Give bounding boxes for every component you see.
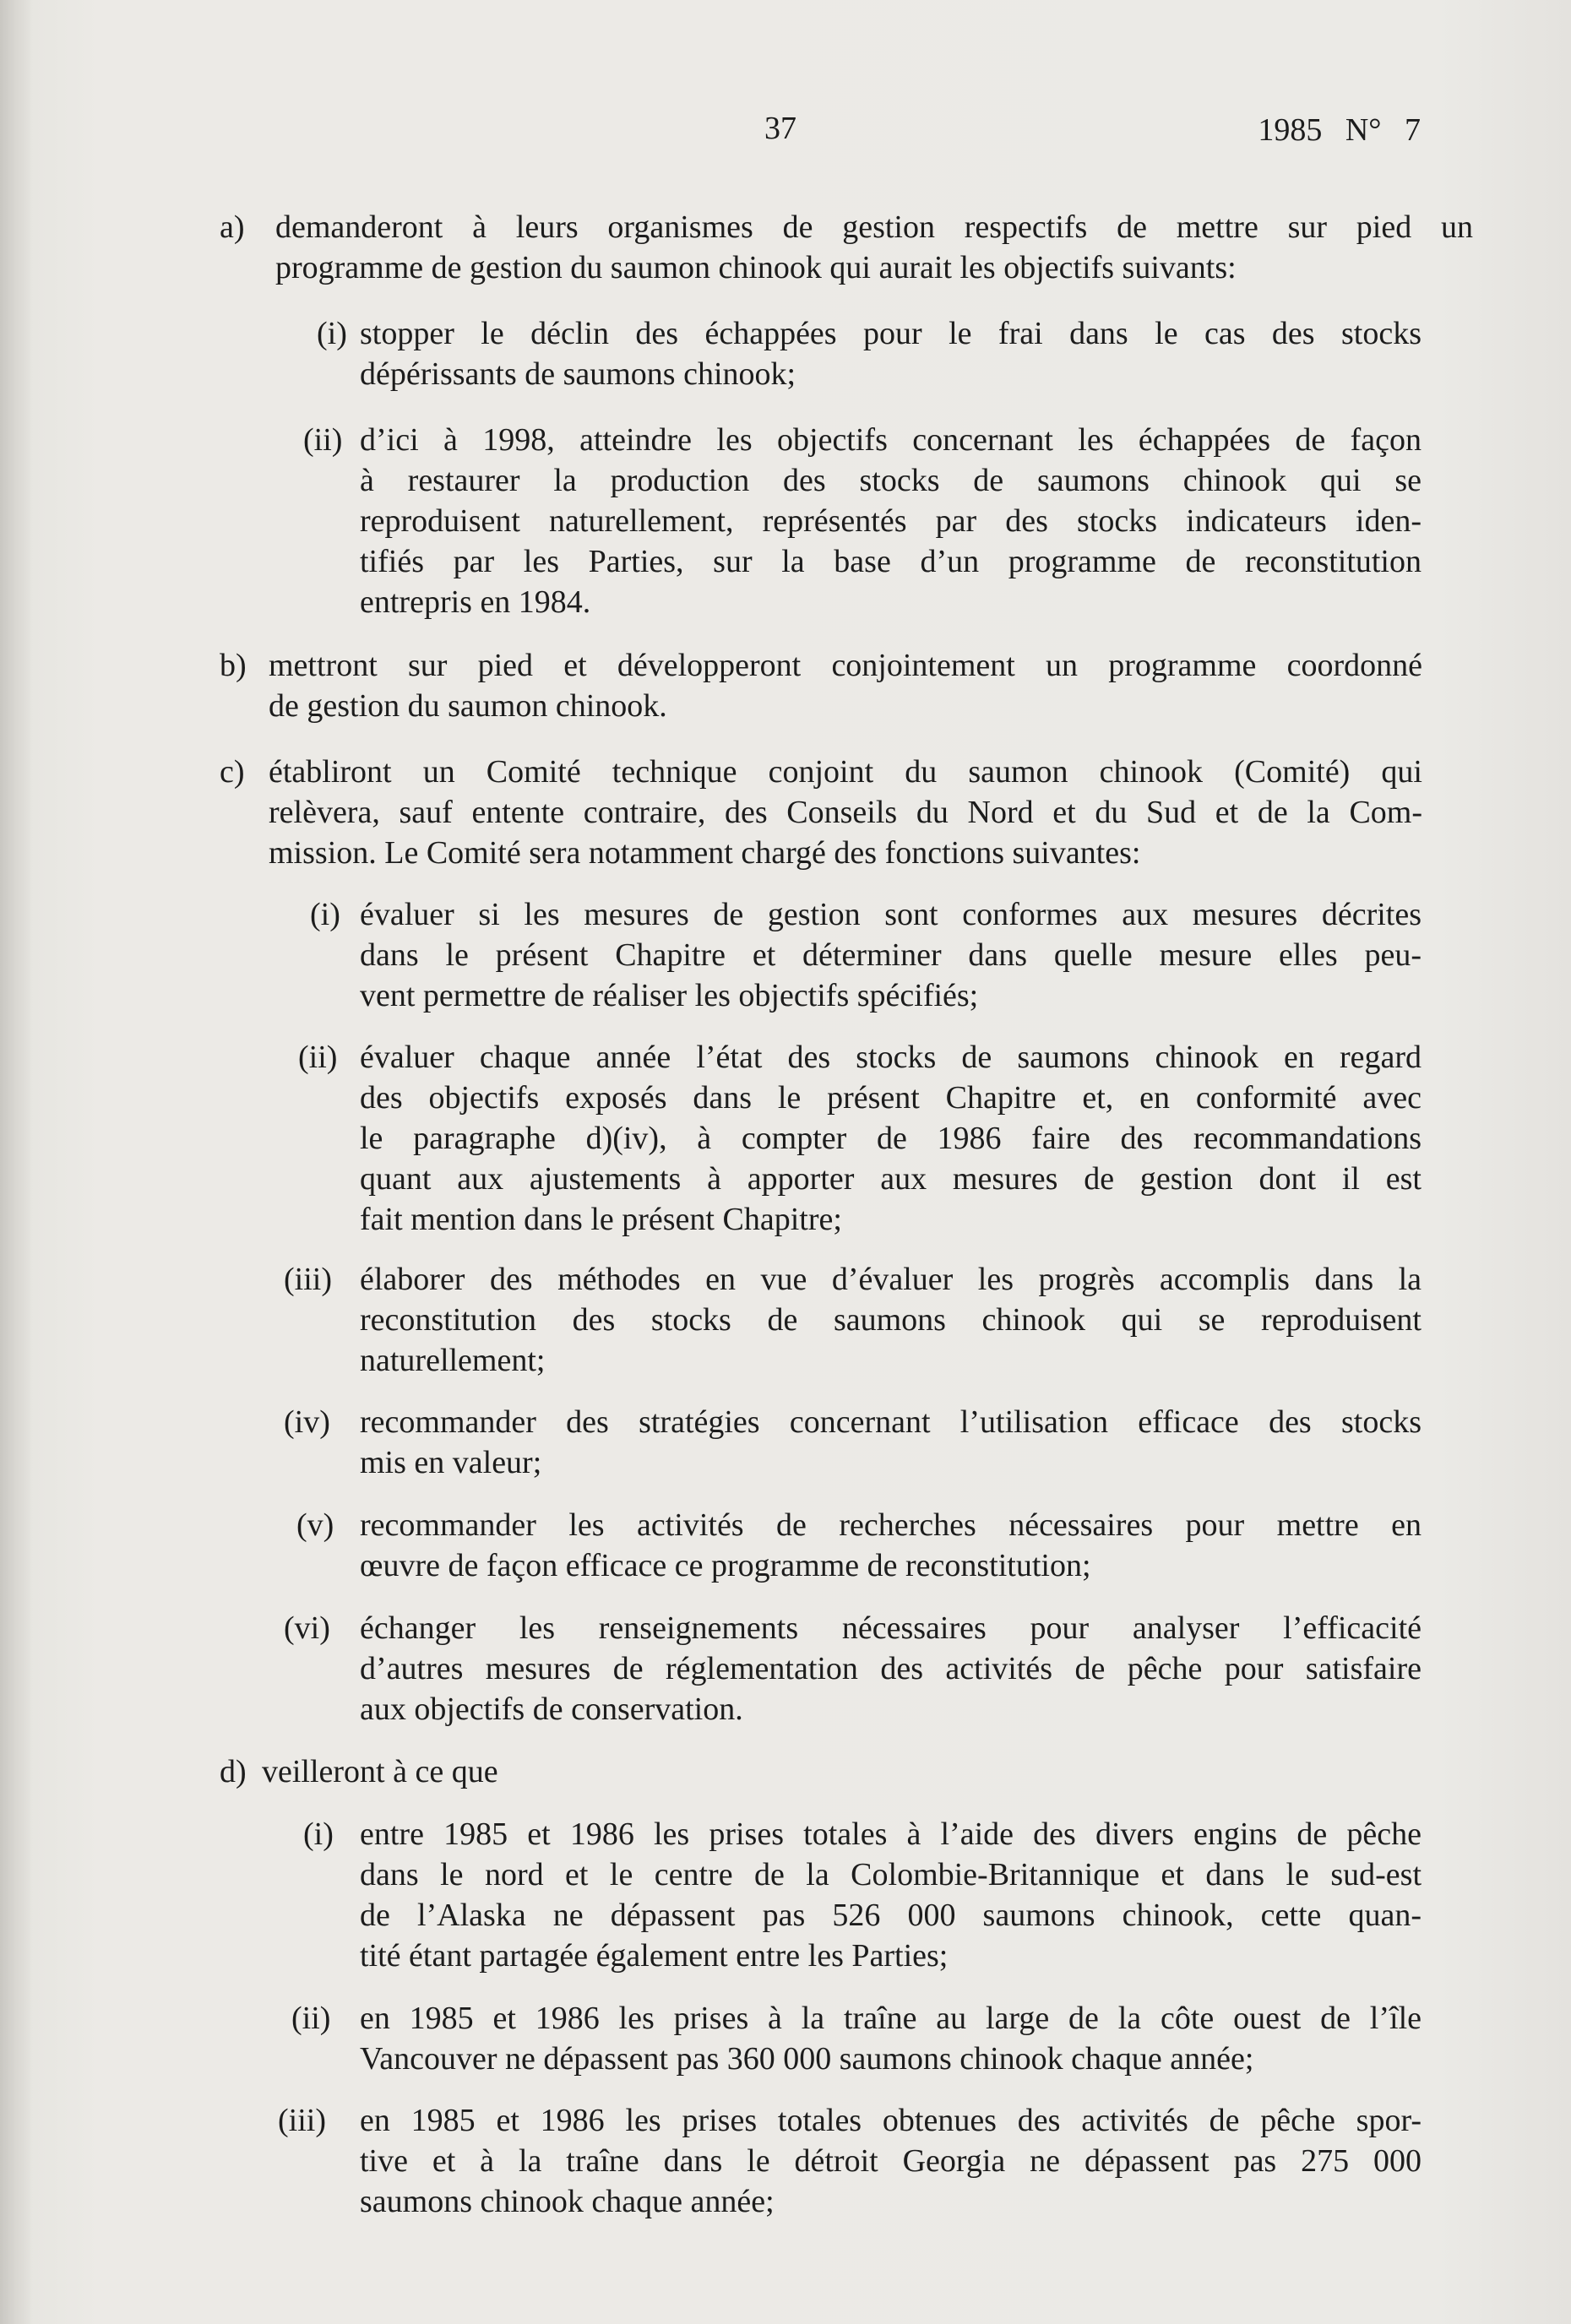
item-c-v-line: œuvre de façon efficace ce programme de reconstitution;	[360, 1548, 1091, 1583]
item-c-ii-line: quant aux ajustements à apporter aux mesures de gestion dont il est	[360, 1161, 1422, 1197]
item-c-iv-line: mis en valeur;	[360, 1445, 542, 1480]
item-c-label: c)	[220, 754, 245, 790]
item-c-vi-line: échanger les renseignements nécessaires pour analyser l’efficacité	[360, 1610, 1422, 1646]
item-c-vi-label: (vi)	[284, 1610, 330, 1646]
item-a-ii-line: reproduisent naturellement, représentés par des stocks indicateurs iden-	[360, 503, 1422, 539]
item-c-line: relèvera, sauf entente contraire, des Conseils du Nord et du Sud et de la Com-	[269, 795, 1422, 830]
item-c-iv-label: (iv)	[284, 1404, 330, 1440]
item-c-vi-line: d’autres mesures de réglementation des activités de pêche pour satisfaire	[360, 1651, 1422, 1686]
item-d-i-line: de l’Alaska ne dépassent pas 526 000 saumons chinook, cette quan-	[360, 1898, 1422, 1933]
item-b-line: de gestion du saumon chinook.	[269, 688, 667, 724]
item-d-iii-label: (iii)	[278, 2103, 326, 2138]
item-c-i-label: (i)	[310, 897, 340, 932]
item-c-i-line: évaluer si les mesures de gestion sont conformes aux mesures décrites	[360, 897, 1422, 932]
item-b-label: b)	[220, 648, 247, 683]
item-a-ii-line: à restaurer la production des stocks de saumons chinook qui se	[360, 463, 1422, 498]
item-a-i-label: (i)	[317, 316, 347, 351]
item-b-line: mettront sur pied et développeront conjointement un programme coordonné	[269, 648, 1422, 683]
item-c-v-label: (v)	[296, 1507, 334, 1543]
item-a-i-line: dépérissants de saumons chinook;	[360, 356, 796, 392]
item-a-ii-line: entrepris en 1984.	[360, 584, 591, 620]
item-c-ii-line: évaluer chaque année l’état des stocks de saumons chinook en regard	[360, 1040, 1422, 1075]
item-c-i-line: dans le présent Chapitre et déterminer dans quelle mesure elles peu-	[360, 937, 1422, 973]
item-a-ii-line: tifiés par les Parties, sur la base d’un programme de reconstitution	[360, 544, 1422, 579]
item-c-vi-line: aux objectifs de conservation.	[360, 1691, 743, 1727]
year-issue-number: 1985 N° 7	[1258, 112, 1421, 148]
item-d-i-label: (i)	[303, 1816, 334, 1852]
item-d-label: d)	[220, 1754, 247, 1789]
item-a-ii-line: d’ici à 1998, atteindre les objectifs concernant les échappées de façon	[360, 422, 1422, 458]
item-c-v-line: recommander les activités de recherches nécessaires pour mettre en	[360, 1507, 1422, 1543]
item-c-iv-line: recommander des stratégies concernant l’utilisation efficace des stocks	[360, 1404, 1422, 1440]
item-c-iii-line: reconstitution des stocks de saumons chinook qui se reproduisent	[360, 1302, 1422, 1338]
item-c-iii-label: (iii)	[284, 1262, 332, 1297]
item-d-i-line: dans le nord et le centre de la Colombie-Britannique et dans le sud-est	[360, 1857, 1422, 1892]
page-number: 37	[764, 111, 796, 146]
item-a-line: demanderont à leurs organismes de gestion respectifs de mettre sur pied un	[275, 209, 1473, 245]
item-c-ii-label: (ii)	[298, 1040, 338, 1075]
item-d-ii-label: (ii)	[291, 2001, 331, 2036]
item-c-ii-line: le paragraphe d)(iv), à compter de 1986 faire des recommandations	[360, 1121, 1422, 1156]
item-c-i-line: vent permettre de réaliser les objectifs spécifiés;	[360, 978, 979, 1013]
page-binding-shadow	[0, 0, 32, 2324]
item-d-iii-line: tive et à la traîne dans le détroit Georgia ne dépassent pas 275 000	[360, 2143, 1422, 2179]
item-d-ii-line: Vancouver ne dépassent pas 360 000 saumons chinook chaque année;	[360, 2041, 1254, 2077]
item-d-iii-line: saumons chinook chaque année;	[360, 2184, 775, 2219]
item-c-iii-line: naturellement;	[360, 1343, 546, 1378]
item-a-i-line: stopper le déclin des échappées pour le frai dans le cas des stocks	[360, 316, 1422, 351]
item-d-i-line: tité étant partagée également entre les Parties;	[360, 1938, 949, 1974]
item-c-ii-line: des objectifs exposés dans le présent Chapitre et, en conformité avec	[360, 1080, 1422, 1116]
item-c-ii-line: fait mention dans le présent Chapitre;	[360, 1202, 842, 1237]
page-header	[0, 110, 1571, 160]
item-a-label: a)	[220, 209, 245, 245]
item-c-iii-line: élaborer des méthodes en vue d’évaluer les progrès accomplis dans la	[360, 1262, 1422, 1297]
item-d-i-line: entre 1985 et 1986 les prises totales à l’aide des divers engins de pêche	[360, 1816, 1422, 1852]
item-d-ii-line: en 1985 et 1986 les prises à la traîne au large de la côte ouest de l’île	[360, 2001, 1422, 2036]
item-c-line: mission. Le Comité sera notamment chargé des fonctions suivantes:	[269, 835, 1141, 871]
item-d-iii-line: en 1985 et 1986 les prises totales obtenues des activités de pêche spor-	[360, 2103, 1422, 2138]
item-c-line: établiront un Comité technique conjoint du saumon chinook (Comité) qui	[269, 754, 1422, 790]
item-a-line: programme de gestion du saumon chinook qui aurait les objectifs suivants:	[275, 250, 1237, 285]
item-a-ii-label: (ii)	[303, 422, 343, 458]
item-d-line: veilleront à ce que	[262, 1754, 498, 1789]
